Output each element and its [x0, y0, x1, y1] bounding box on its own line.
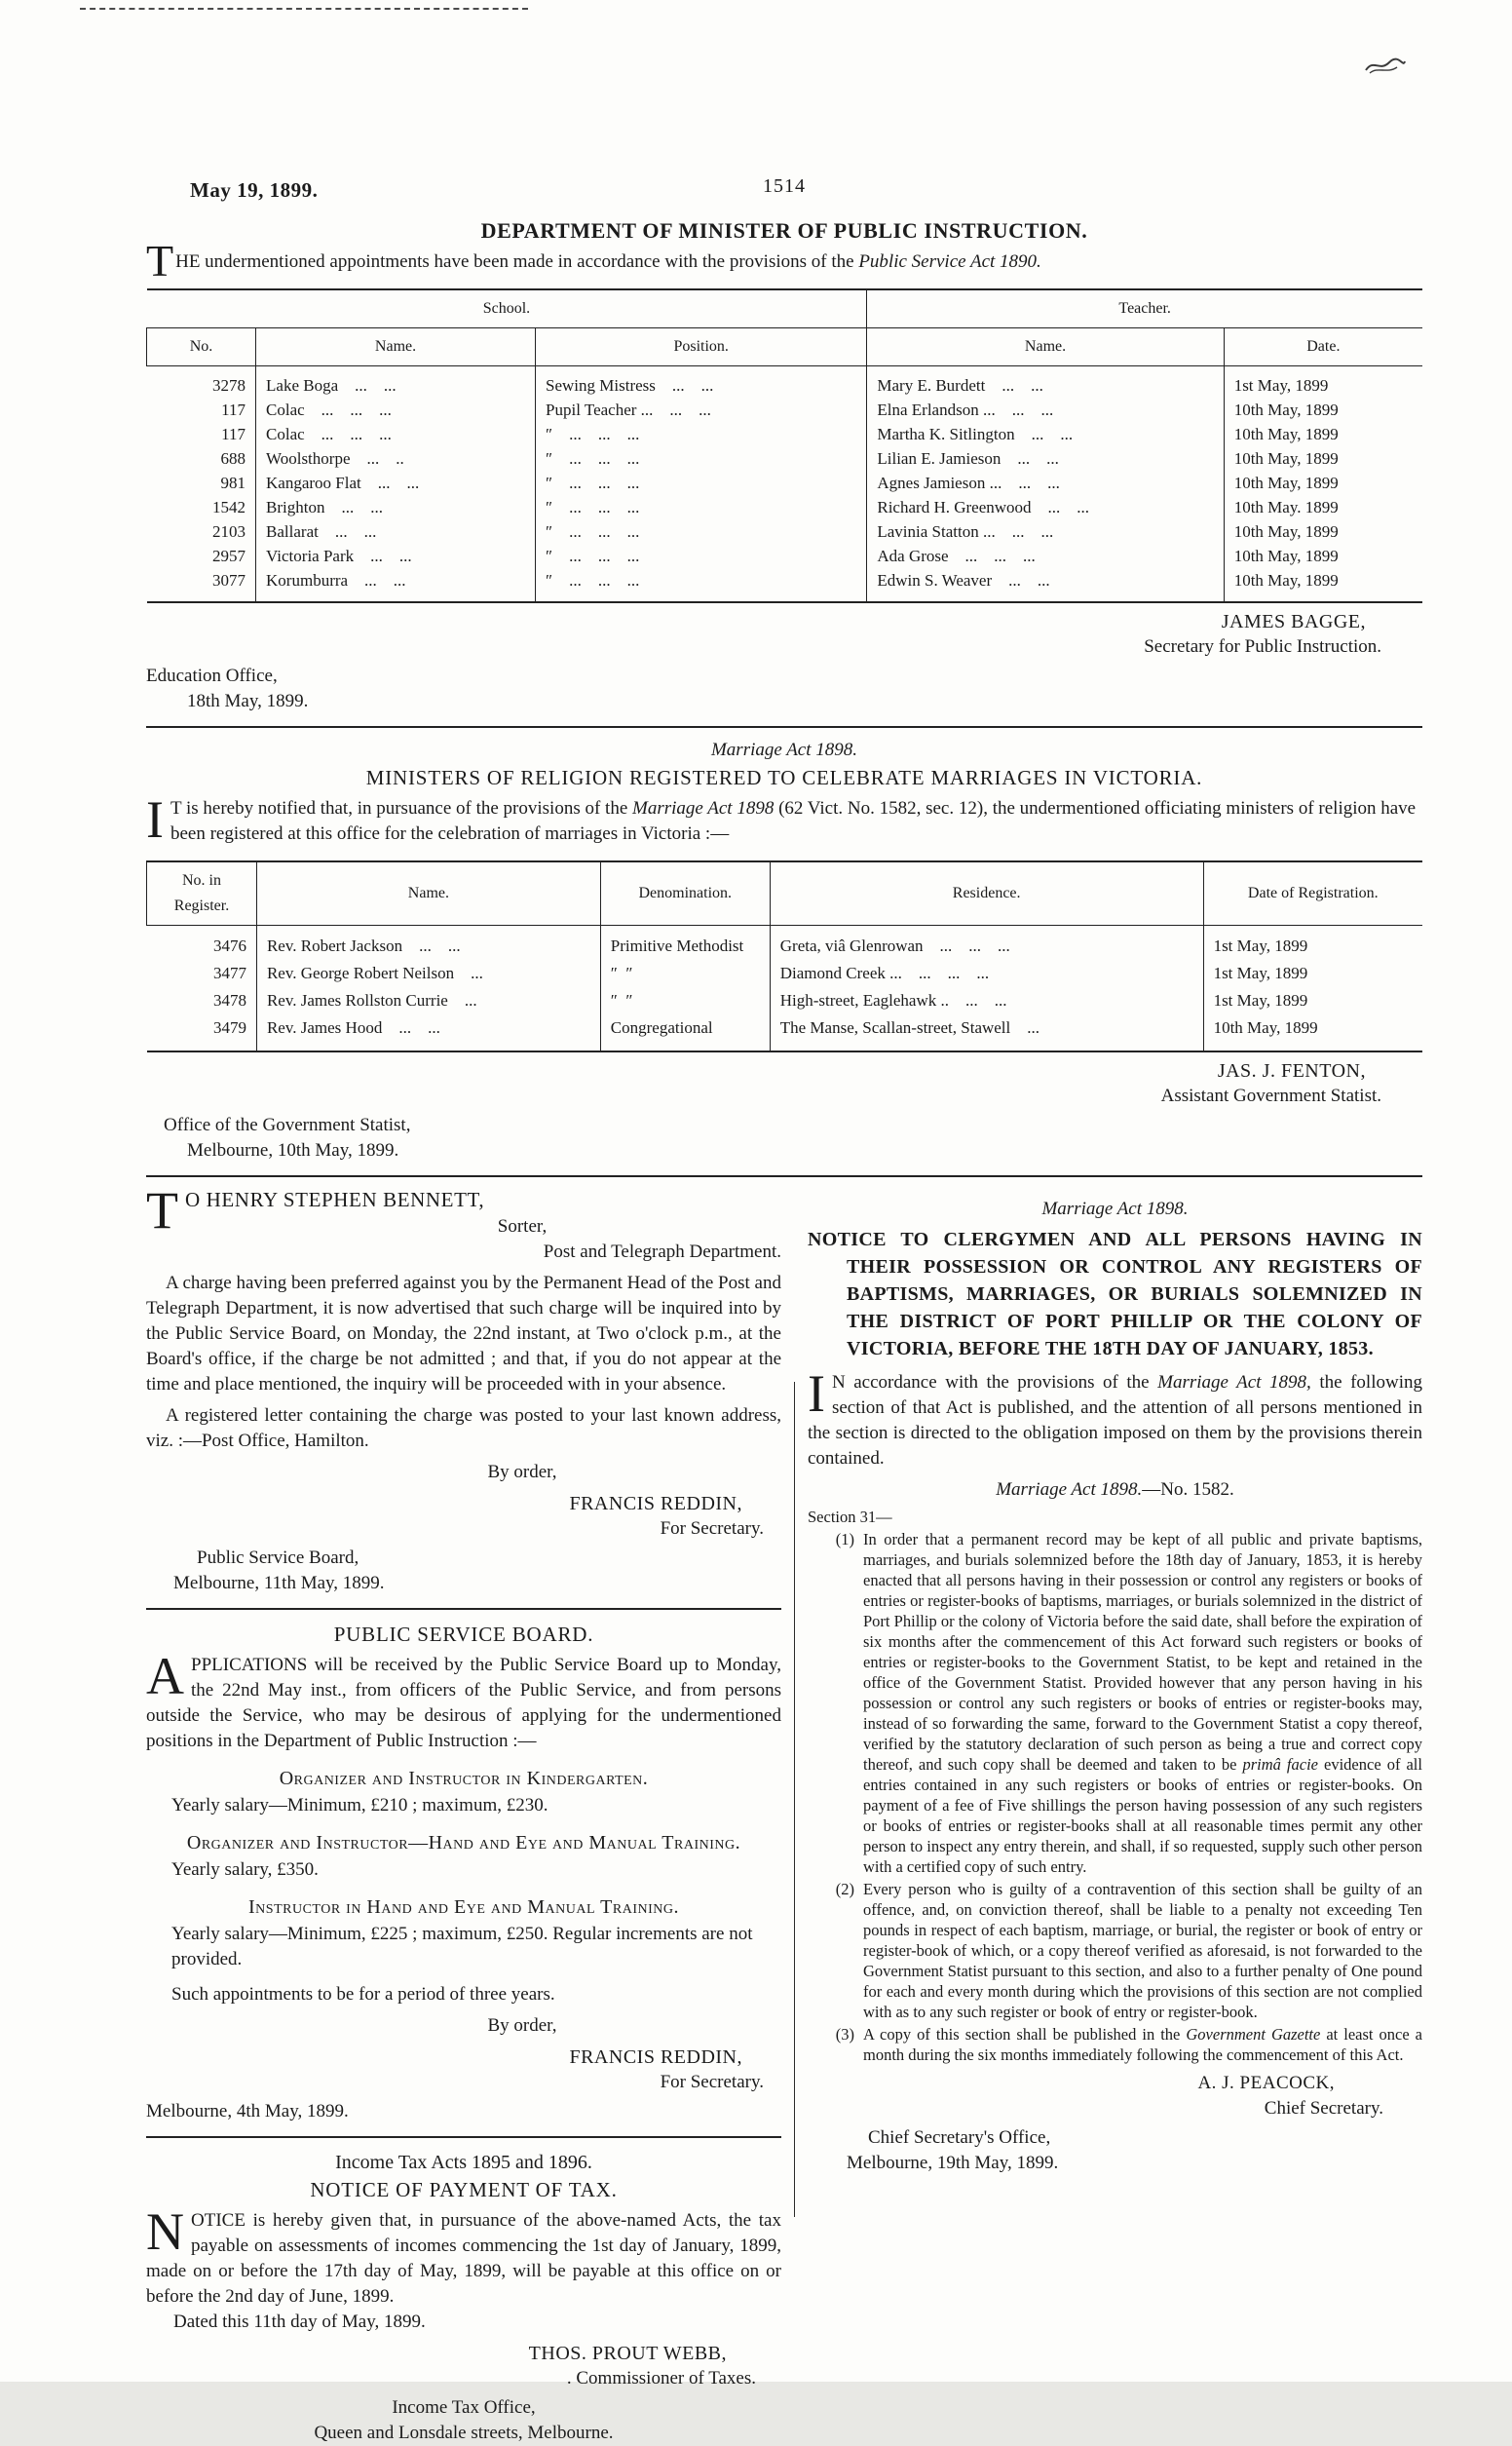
column-header: Date. [1224, 328, 1422, 366]
cell-position: ″ ... ... ... [536, 519, 867, 544]
dropcap-n: N [146, 2202, 184, 2261]
cell-school-no: 688 [220, 449, 246, 468]
column-header: Date of Registration. [1203, 861, 1422, 926]
ministers-table-body [147, 926, 1423, 1052]
position-title: Instructor in Hand and Eye and Manual Training. [248, 1896, 679, 1918]
column-header-row [147, 328, 1423, 366]
cell-residence: High-street, Eaglehawk .. ... ... [770, 987, 1203, 1014]
column-header: Residence. [770, 861, 1203, 926]
charge-paragraph: A charge having been preferred against you by the Permanent Head of the Post and Telegraph Department, it is now advertised that such charge will be inquired into by the Public Service Board, on Monday, the 22nd instant, at Two o'clock p.m., at the Board's office, if the charge be not admitted ; and that, if you do not appear at the time and place mentioned, the inquiry will be proceeded with in your absence. [146, 1273, 781, 1395]
cell-school-no: 981 [220, 474, 246, 492]
ministers-table [146, 860, 1422, 1052]
cell-school-no: 3077 [212, 571, 246, 590]
position-item [146, 1766, 781, 1818]
item-body [863, 1879, 1422, 2022]
table-row [147, 366, 1423, 399]
cell-register-no: 3476 [212, 936, 246, 955]
signature-name: A. J. PEACOCK, [1197, 2073, 1335, 2093]
section-31 [808, 1507, 1422, 2065]
signature-title: Secretary for Public Instruction. [1144, 636, 1381, 657]
addressee-department: Post and Telegraph Department. [543, 1242, 781, 1262]
signature-name: JAS. J. FENTON, [1217, 1060, 1366, 1082]
cell-date: 10th May. 1899 [1224, 495, 1422, 519]
cell-teacher-name: Lavinia Statton ... ... ... [867, 519, 1224, 544]
signature-title: For Secretary. [660, 1518, 764, 1539]
cell-registration-date: 1st May, 1899 [1203, 960, 1422, 987]
column-header: No. [147, 328, 256, 366]
tax-paragraph [146, 2202, 781, 2310]
cell-teacher-name: Elna Erlandson ... ... ... [867, 398, 1224, 422]
cell-position: Pupil Teacher ... ... ... [536, 398, 867, 422]
table-row [147, 1014, 1423, 1051]
office-name: Chief Secretary's Office, [868, 2127, 1051, 2148]
cell-register-no: 3478 [212, 991, 246, 1010]
cell-teacher-name: Martha K. Sitlington ... ... [867, 422, 1224, 446]
office-date: 18th May, 1899. [187, 691, 309, 711]
ministers-intro-post: (62 Vict. No. 1582, sec. 12), the undermentioned officiating ministers of religion have been registered at this office for the celebration of marriages in Victoria :— [170, 798, 1417, 844]
table-row [147, 446, 1423, 471]
page-header [146, 0, 1422, 203]
tax-text: OTICE is hereby given that, in pursuance of the above-named Acts, the tax payable on assessments of incomes commencing the 1st day of January, 1899, made on or before the 17th day of May, 1899, will be payable at this office on or before the 2nd day of June, 1899. [146, 2210, 781, 2307]
act-title: Marriage Act 1898. [1041, 1199, 1189, 1219]
appointments-table-body [147, 366, 1423, 603]
signature-title: . Commissioner of Taxes. [566, 2368, 756, 2389]
cell-school-name: Brighton ... ... [256, 495, 536, 519]
table-row [147, 926, 1423, 961]
ministers-table-head [147, 861, 1423, 926]
positions-list [146, 1766, 781, 1972]
signature-block [146, 609, 1422, 660]
column-group-school: School. [147, 289, 867, 328]
column-group-teacher: Teacher. [867, 289, 1422, 328]
section-label: Section 31— [808, 1508, 892, 1526]
notice-income-tax [146, 2150, 781, 2446]
office-address: Queen and Lonsdale streets, Melbourne. [314, 2423, 614, 2443]
dropcap-i: I [146, 790, 164, 849]
dateline [808, 2125, 1422, 2176]
cell-date: 10th May, 1899 [1224, 471, 1422, 495]
item-text-pre: Every person who is guilty of a contravention of this section shall be guilty of an offence, and, on conviction thereof, shall be liable to a penalty not exceeding Ten pounds in respect of each baptism, marriage, or burial, the register or book of entry or register-book of which, or a copy thereof verified as aforesaid, is not forwarded to the Government Statist pursuant to this section, and also to a further penalty of One pound for each and every month during which the provisions of this section are not complied with as to any such register or book of entry or register-book. [863, 1880, 1422, 2021]
section-divider [146, 726, 1422, 728]
cell-teacher-name: Mary E. Burdett ... ... [867, 366, 1224, 399]
cell-date: 10th May, 1899 [1224, 568, 1422, 602]
notice-bennett [146, 1181, 781, 1596]
item-text-post: at least once a month during the six months immediately following the commencement of this Act. [863, 2025, 1422, 2064]
group-header-row [147, 289, 1423, 328]
psb-heading: PUBLIC SERVICE BOARD. [333, 1623, 594, 1646]
right-column [808, 1187, 1422, 2446]
signature-block [146, 2341, 781, 2391]
section-divider [146, 1175, 1422, 1177]
office-date: Melbourne, 19th May, 1899. [847, 2153, 1059, 2173]
office-date: Melbourne, 4th May, 1899. [146, 2101, 349, 2121]
cell-minister-name: Rev. James Hood ... ... [256, 1014, 600, 1051]
two-column-block [146, 1181, 1422, 2446]
cell-school-no: 3278 [212, 376, 246, 395]
table-row [147, 987, 1423, 1014]
signature-block [808, 2071, 1422, 2121]
cell-position: ″ ... ... ... [536, 422, 867, 446]
item-number: (1) [835, 1530, 854, 1548]
cell-school-name: Lake Boga ... ... [256, 366, 536, 399]
cell-school-no: 117 [221, 425, 246, 443]
column-header: Name. [256, 861, 600, 926]
column-header: Name. [256, 328, 536, 366]
column-header: Position. [536, 328, 867, 366]
addressee-name: O HENRY STEPHEN BENNETT, [185, 1188, 485, 1211]
dateline [146, 1546, 781, 1596]
cell-date: 10th May, 1899 [1224, 422, 1422, 446]
cell-teacher-name: Richard H. Greenwood ... ... [867, 495, 1224, 519]
page-number: 1514 [763, 175, 806, 197]
signature-block [146, 1491, 781, 1542]
dropcap-a: A [146, 1647, 184, 1705]
position-title: Organizer and Instructor—Hand and Eye and Manual Training. [186, 1832, 741, 1854]
cell-date: 10th May, 1899 [1224, 519, 1422, 544]
registered-letter-paragraph: A registered letter containing the charge was posted to your last known address, viz. :—Post Office, Hamilton. [146, 1405, 781, 1451]
table-row [147, 519, 1423, 544]
office-name: Public Service Board, [197, 1548, 359, 1568]
clergy-intro-act-name: Marriage Act 1898, [1157, 1372, 1311, 1393]
item-number: (3) [835, 2025, 854, 2044]
cell-position: ″ ... ... ... [536, 568, 867, 602]
ministers-intro [146, 790, 1422, 849]
column-divider [794, 1382, 795, 2217]
cell-date: 10th May, 1899 [1224, 398, 1422, 422]
cell-date: 10th May, 1899 [1224, 446, 1422, 471]
dateline [146, 2395, 781, 2446]
position-title: Organizer and Instructor in Kindergarten. [279, 1768, 649, 1789]
cell-denomination: Primitive Methodist [600, 926, 770, 961]
cell-teacher-name: Edwin S. Weaver ... ... [867, 568, 1224, 602]
cell-position: ″ ... ... ... [536, 495, 867, 519]
cell-registration-date: 1st May, 1899 [1203, 926, 1422, 961]
by-order-line: By order, [487, 1462, 557, 1482]
section-divider [146, 2136, 781, 2138]
section-public-instruction [146, 218, 1422, 714]
cell-school-name: Colac ... ... ... [256, 422, 536, 446]
section-31-item [808, 1529, 1422, 1877]
cell-registration-date: 10th May, 1899 [1203, 1014, 1422, 1051]
item-text-italic: Government Gazette [1186, 2025, 1321, 2044]
signature-name: THOS. PROUT WEBB, [528, 2343, 727, 2364]
item-text-post: evidence of all entries contained in any such registers or books of entries or register-books. On payment of a fee of Five shillings the person having possession of any such registers or books of entries or register-books shall at all reasonable times permit any other person to inspect any entry therein, and shall, if so requested, supply such other person with a certified copy of such entry. [863, 1755, 1422, 1876]
tax-acts-title: Income Tax Acts 1895 and 1896. [335, 2152, 592, 2173]
cell-position: ″ ... ... ... [536, 544, 867, 568]
left-column [146, 1181, 781, 2446]
item-text-italic: primâ facie [1242, 1755, 1318, 1774]
dept-title: DEPARTMENT OF MINISTER OF PUBLIC INSTRUCTION. [480, 218, 1088, 243]
office-date: Melbourne, 11th May, 1899. [173, 1573, 385, 1593]
applications-paragraph [146, 1647, 781, 1754]
table-row [147, 568, 1423, 602]
cell-residence: The Manse, Scallan-street, Stawell ... [770, 1014, 1203, 1051]
cell-denomination: ″ ″ [600, 960, 770, 987]
item-body [863, 1529, 1422, 1877]
position-salary: Yearly salary—Minimum, £210 ; maximum, £230. [171, 1795, 548, 1815]
table-row [147, 495, 1423, 519]
signature-name: FRANCIS REDDIN, [569, 1493, 742, 1514]
tax-heading: NOTICE OF PAYMENT OF TAX. [310, 2178, 618, 2201]
act-reference-number: —No. 1582. [1142, 1479, 1234, 1500]
office-name: Education Office, [146, 666, 278, 686]
cell-school-no: 2103 [212, 522, 246, 541]
ministers-heading: MINISTERS OF RELIGION REGISTERED TO CELEBRATE MARRIAGES IN VICTORIA. [365, 766, 1203, 789]
column-header-row [147, 861, 1423, 926]
by-order-line: By order, [487, 2015, 557, 2036]
dept-intro-text: HE undermentioned appointments have been made in accordance with the provisions of the [175, 251, 859, 272]
cell-date: 10th May, 1899 [1224, 544, 1422, 568]
column-header: Name. [867, 328, 1224, 366]
section-ministers [146, 738, 1422, 1164]
dropcap-i: I [808, 1364, 825, 1423]
cell-teacher-name: Lilian E. Jamieson ... ... [867, 446, 1224, 471]
signature-name: FRANCIS REDDIN, [569, 2046, 742, 2068]
signature-name: JAMES BAGGE, [1221, 611, 1366, 632]
dept-intro: THE undermentioned appointments have been made in accordance with the provisions of the Public Service Act 1890. [146, 236, 1041, 286]
table-row [147, 471, 1423, 495]
dept-intro-act-name: Public Service Act 1890. [858, 251, 1041, 272]
page-date: May 19, 1899. [190, 178, 319, 202]
table-row [147, 398, 1423, 422]
column-header: Denomination. [600, 861, 770, 926]
signature-title: Chief Secretary. [1264, 2098, 1383, 2119]
item-body [863, 2024, 1422, 2065]
cell-minister-name: Rev. James Rollston Currie ... [256, 987, 600, 1014]
appointments-note: Such appointments to be for a period of three years. [171, 1984, 555, 2005]
item-text-pre: A copy of this section shall be published in the [863, 2025, 1187, 2044]
cell-school-no: 1542 [212, 498, 246, 516]
cell-school-no: 2957 [212, 547, 246, 565]
act-title: Marriage Act 1898. [710, 740, 858, 760]
section-divider [146, 1608, 781, 1610]
table-row [147, 960, 1423, 987]
cell-residence: Diamond Creek ... ... ... ... [770, 960, 1203, 987]
act-reference-name: Marriage Act 1898. [996, 1479, 1143, 1500]
office-name: Office of the Government Statist, [164, 1115, 411, 1135]
office-date: Melbourne, 10th May, 1899. [187, 1140, 399, 1161]
ministers-intro-pre: T is hereby notified that, in pursuance of the provisions of the [170, 798, 633, 819]
position-item [146, 1830, 781, 1883]
cell-school-name: Korumburra ... ... [256, 568, 536, 602]
position-salary: Yearly salary—Minimum, £225 ; maximum, £250. Regular increments are not provided. [171, 1924, 753, 1969]
dateline [146, 1113, 1422, 1164]
clergy-intro [808, 1364, 1422, 1471]
table-row [147, 544, 1423, 568]
cell-school-no: 117 [221, 401, 246, 419]
act-reference [808, 1477, 1422, 1503]
cell-teacher-name: Agnes Jamieson ... ... ... [867, 471, 1224, 495]
item-number: (2) [835, 1880, 854, 1898]
position-item [146, 1894, 781, 1972]
dated-line: Dated this 11th day of May, 1899. [173, 2312, 426, 2332]
item-text-pre: In order that a permanent record may be kept of all public and private baptisms, marriages, and burials solemnized before the 18th day of January, 1853, it is hereby enacted that all persons having in their possession or control any registers or books of entries or register-books of baptisms, marriages, or burials solemnized in the district of Port Phillip or the colony of Victoria before the said date, shall before the expiration of six months after the commencement of this Act forward such registers or books of entries or register-books to the Government Statist, to be kept and retained in the office of the Government Statist. Provided however that any person having in his possession or control any such registers or books of entries or register-books may, instead of so forwarding the same, forward to the Government Statist a copy thereof, verified by the statutory declaration of such person as being a true and correct copy thereof, and such copy shall be deemed and taken to be [863, 1530, 1422, 1774]
cell-denomination: Congregational [600, 1014, 770, 1051]
signature-block [146, 2045, 781, 2095]
clergy-intro-post: the following section of that Act is published, and the attention of all persons mentioned in the section is directed to the obligation imposed on them by the provisions therein contained. [808, 1372, 1422, 1469]
addressee-role: Sorter, [497, 1216, 548, 1237]
dateline [146, 664, 1422, 714]
cell-date: 1st May, 1899 [1224, 366, 1422, 399]
table-row [147, 422, 1423, 446]
page-content [146, 0, 1422, 2446]
cell-school-name: Victoria Park ... ... [256, 544, 536, 568]
dropcap-t: T [146, 1181, 178, 1240]
cell-school-name: Ballarat ... ... [256, 519, 536, 544]
office-name: Income Tax Office, [392, 2397, 536, 2418]
cell-minister-name: Rev. George Robert Neilson ... [256, 960, 600, 987]
cell-school-name: Kangaroo Flat ... ... [256, 471, 536, 495]
notice-public-service-board [146, 1622, 781, 2124]
clergy-intro-pre: N accordance with the provisions of the [831, 1372, 1158, 1393]
cell-registration-date: 1st May, 1899 [1203, 987, 1422, 1014]
applications-text: PPLICATIONS will be received by the Public Service Board up to Monday, the 22nd May inst., from officers of the Public Service, and from persons outside the Service, who may be desirous of applying for the undermentioned positions in the Department of Public Instruction :— [146, 1655, 781, 1751]
appointments-table-head [147, 289, 1423, 366]
cell-school-name: Woolsthorpe ... .. [256, 446, 536, 471]
cell-register-no: 3477 [212, 964, 246, 982]
cell-position: ″ ... ... ... [536, 446, 867, 471]
cell-residence: Greta, viâ Glenrowan ... ... ... [770, 926, 1203, 961]
position-salary: Yearly salary, £350. [171, 1859, 319, 1880]
column-header: No. in Register. [147, 861, 257, 926]
cell-position: ″ ... ... ... [536, 471, 867, 495]
cell-school-name: Colac ... ... ... [256, 398, 536, 422]
section-31-item [808, 2024, 1422, 2065]
cell-denomination: ″ ″ [600, 987, 770, 1014]
ministers-intro-act-name: Marriage Act 1898 [632, 798, 775, 819]
appointments-table [146, 288, 1422, 603]
clergy-heading: NOTICE TO CLERGYMEN AND ALL PERSONS HAVING IN THEIR POSSESSION OR CONTROL ANY REGISTERS OF BAPTISMS, MARRIAGES, OR BURIALS SOLEMNIZED IN THE DISTRICT OF PORT PHILLIP OR THE COLONY OF VICTORIA, BEFORE THE 18TH DAY OF JANUARY, 1853. [808, 1229, 1422, 1359]
signature-block [146, 1058, 1422, 1109]
signature-title: For Secretary. [660, 2072, 764, 2092]
cell-position: Sewing Mistress ... ... [536, 366, 867, 399]
cell-register-no: 3479 [212, 1018, 246, 1037]
signature-title: Assistant Government Statist. [1160, 1086, 1381, 1106]
section-31-item [808, 1879, 1422, 2022]
cell-minister-name: Rev. Robert Jackson ... ... [256, 926, 600, 961]
notice-clergymen [808, 1197, 1422, 2176]
dateline [146, 2099, 781, 2124]
section-31-items [808, 1529, 1422, 2065]
cell-teacher-name: Ada Grose ... ... ... [867, 544, 1224, 568]
